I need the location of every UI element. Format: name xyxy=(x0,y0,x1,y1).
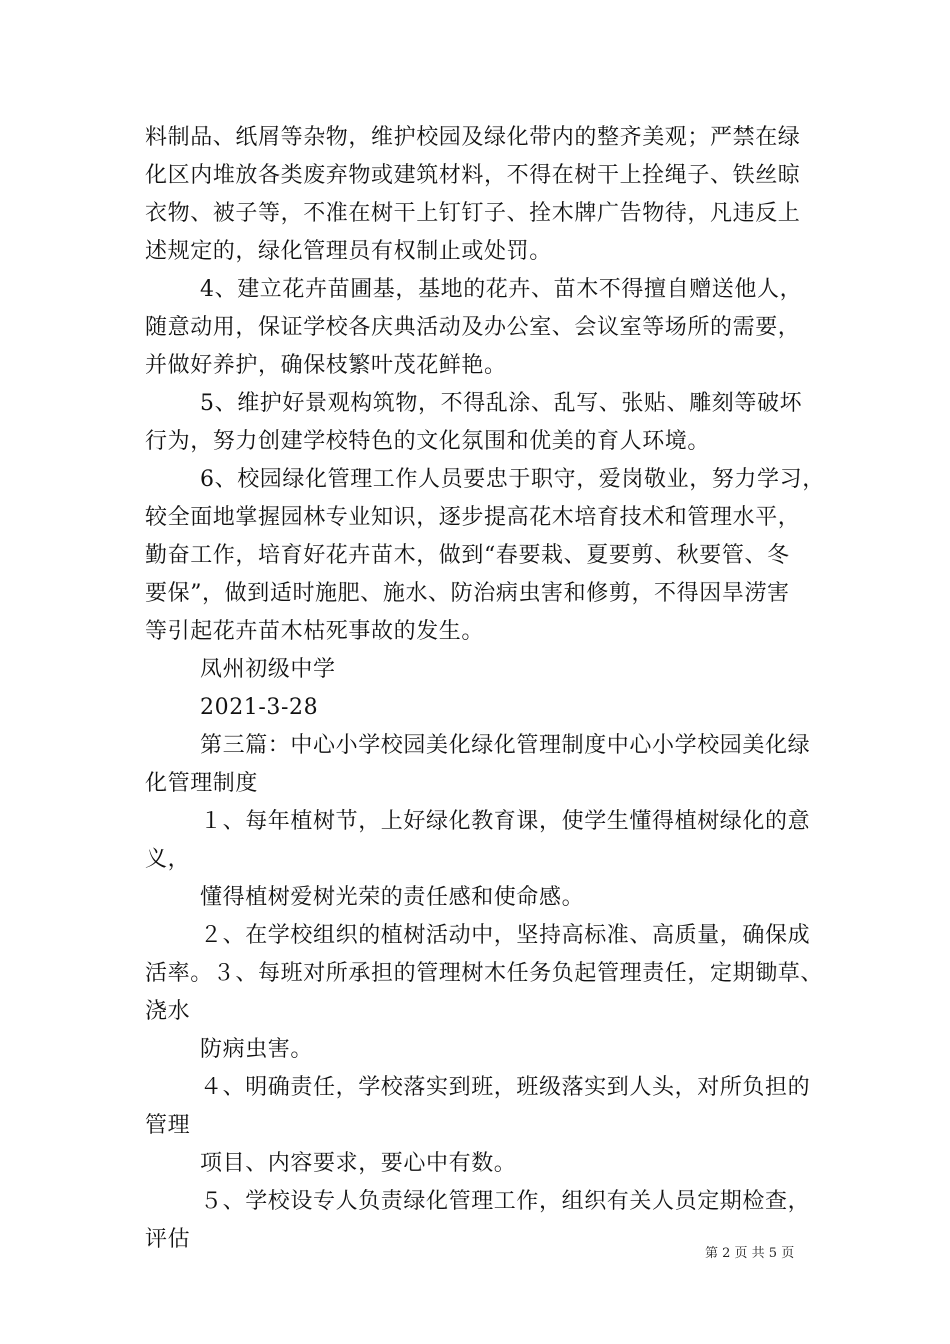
text-line: 防病虫害。 xyxy=(200,1037,314,1062)
text-line: ５、学校设专人负责绿化管理工作，组织有关人员定期检查， xyxy=(200,1189,811,1214)
text-line: 较全面地掌握园林专业知识，逐步提高花木培育技术和管理水平， xyxy=(145,505,801,530)
text-line: 勤奋工作，培育好花卉苗木，做到“春要栽、夏要剪、秋要管、冬 xyxy=(145,543,790,568)
text-line: 料制品、纸屑等杂物，维护校园及绿化带内的整齐美观；严禁在绿 xyxy=(145,125,801,150)
text-line: 义， xyxy=(145,847,191,872)
text-line: 浇水 xyxy=(145,999,191,1024)
text-line: 随意动用，保证学校各庆典活动及办公室、会议室等场所的需要， xyxy=(145,315,801,340)
text-line: 述规定的，绿化管理员有权制止或处罚。 xyxy=(145,239,552,264)
text-line: 6、校园绿化管理工作人员要忠于职守，爱岗敬业，努力学习， xyxy=(200,467,825,492)
text-line: １、每年植树节，上好绿化教育课，使学生懂得植树绿化的意 xyxy=(200,809,811,834)
text-line: 管理 xyxy=(145,1113,191,1138)
text-line: 项目、内容要求，要心中有数。 xyxy=(200,1151,517,1176)
section-title-continued: 化管理制度 xyxy=(145,771,259,796)
text-line: 活率。３、每班对所承担的管理树木任务负起管理责任，定期锄草、 xyxy=(145,961,824,986)
text-line: 懂得植树爱树光荣的责任感和使命感。 xyxy=(200,885,585,910)
text-line: 等引起花卉苗木枯死事故的发生。 xyxy=(145,619,485,644)
text-line: ２、在学校组织的植树活动中，坚持高标准、高质量，确保成 xyxy=(200,923,811,948)
text-line: ４、明确责任，学校落实到班，班级落实到人头，对所负担的 xyxy=(200,1075,811,1100)
page-number: 第 2 页 共 5 页 xyxy=(705,1246,795,1261)
text-line: 行为，努力创建学校特色的文化氛围和优美的育人环境。 xyxy=(145,429,711,454)
text-line: 并做好养护，确保枝繁叶茂花鲜艳。 xyxy=(145,353,507,378)
text-line: 4、建立花卉苗圃基，基地的花卉、苗木不得擅自赠送他人， xyxy=(200,277,803,302)
text-line: 5、维护好景观构筑物，不得乱涂、乱写、张贴、雕刻等破坏 xyxy=(200,391,803,416)
signature-organization: 凤州初级中学 xyxy=(200,657,336,682)
signature-date: 2021-3-28 xyxy=(200,695,319,720)
text-line: 衣物、被子等，不准在树干上钉钉子、拴木牌广告物待，凡违反上 xyxy=(145,201,801,226)
text-line: 评估 xyxy=(145,1227,191,1252)
section-title: 第三篇：中心小学校园美化绿化管理制度中心小学校园美化绿 xyxy=(200,733,811,758)
text-line: 要保”，做到适时施肥、施水、防治病虫害和修剪，不得因旱涝害 xyxy=(145,581,790,606)
text-line: 化区内堆放各类废弃物或建筑材料，不得在树干上拴绳子、铁丝晾 xyxy=(145,163,801,188)
